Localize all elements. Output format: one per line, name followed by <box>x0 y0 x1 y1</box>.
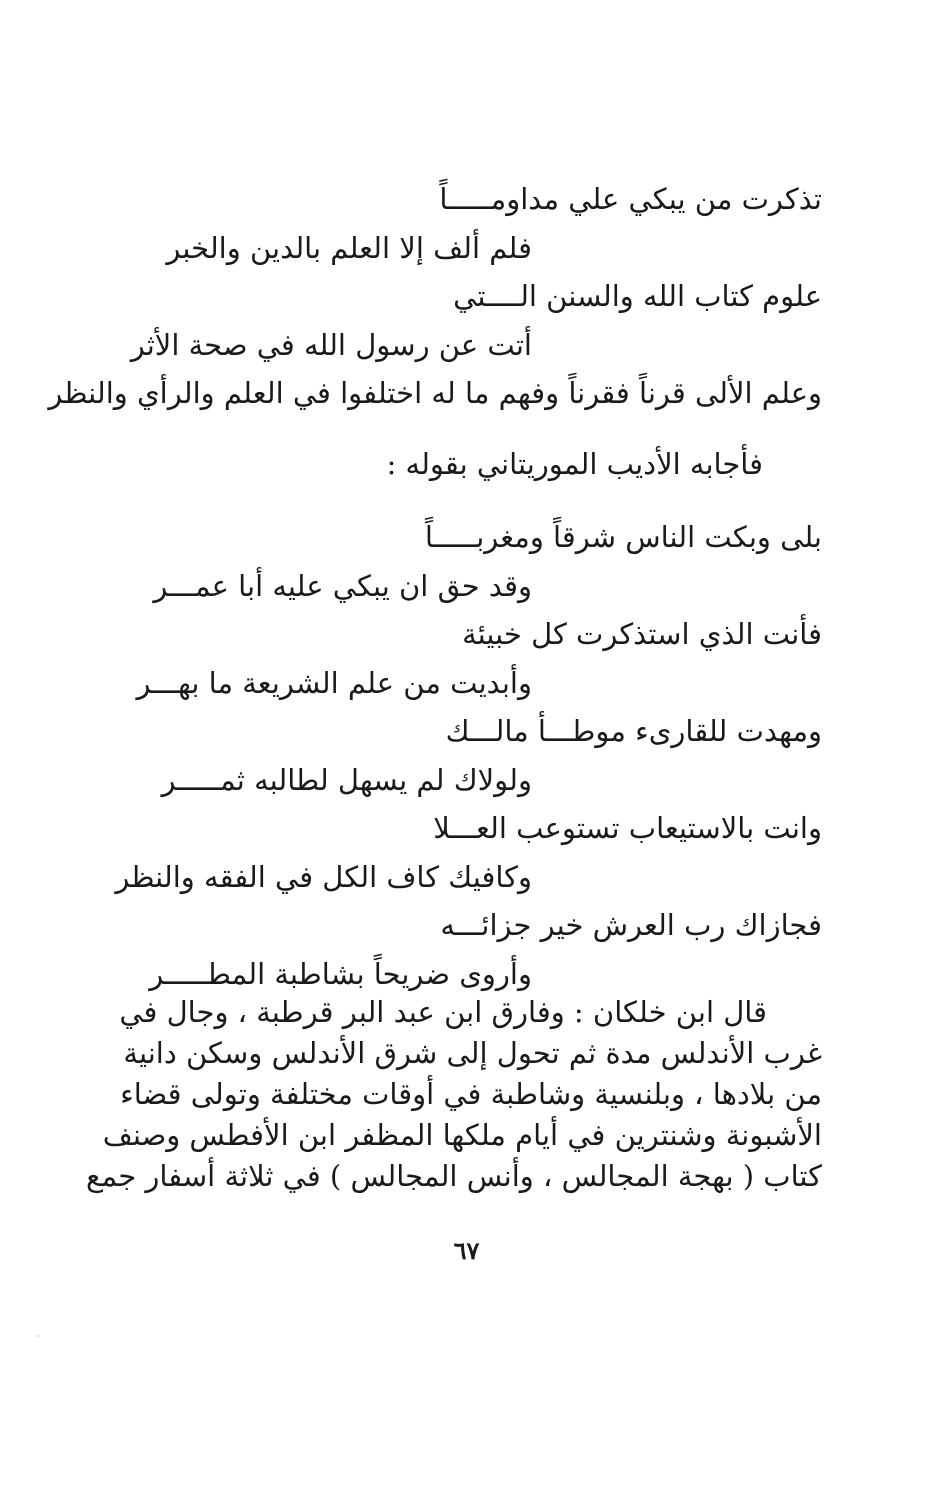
prose-line: من بلادها ، وبلنسية وشاطبة في أوقات مختلفة وتولى قضاء <box>120 1077 822 1111</box>
verse-line: وقد حق ان يبكي عليه أبا عمـــر <box>153 568 532 603</box>
verse-line: وكافيك كاف الكل في الفقه والنظر <box>115 859 532 894</box>
verse-line: بلى وبكت الناس شرقاً ومغربـــــاً <box>424 520 822 554</box>
verse-line: وعلم الألى قرناً فقرناً وفهم ما له اختلفوا في العلم والرأي والنظر <box>48 376 822 410</box>
verse-line: تذكرت من يبكي علي مداومـــــاً <box>439 182 822 216</box>
prose-line: كتاب ( بهجة المجالس ، وأنس المجالس ) في ثلاثة أسفار جمع <box>86 1159 822 1193</box>
intro-line: فأجابه الأديب الموريتاني بقوله : <box>386 447 763 481</box>
verse-line: فجازاك رب العرش خير جزائـــه <box>440 908 822 942</box>
verse-line: ولولاك لم يسهل لطالبه ثمـــــر <box>161 762 532 797</box>
verse-line: أتت عن رسول الله في صحة الأثر <box>130 327 532 362</box>
verse-line: وانت بالاستيعاب تستوعب العـــلا <box>433 811 822 845</box>
prose-line: غرب الأندلس مدة ثم تحول إلى شرق الأندلس وسكن دانية <box>123 1036 822 1070</box>
verse-line: فأنت الذي استذكرت كل خبيئة <box>462 617 822 651</box>
poem-second <box>115 513 822 998</box>
verse-line: ومهدت للقارىء موطـــأ مالـــك <box>445 714 822 748</box>
prose-paragraph <box>86 992 822 1197</box>
verse-line: فلم ألف إلا العلم بالدين والخبر <box>166 230 532 265</box>
page-number: ٦٧ <box>453 1236 480 1265</box>
prose-line: قال ابن خلكان : وفارق ابن عبد البر قرطبة ، وجال في <box>119 995 767 1029</box>
prose-line: الأشبونة وشنترين في أيام ملكها المظفر ابن الأفطس وصنف <box>102 1118 822 1152</box>
verse-line: وأروى ضريحاً بشاطبة المطـــــر <box>149 956 532 991</box>
verse-line: علوم كتاب الله والسنن الــــتي <box>453 279 822 313</box>
verse-line: وأبديت من علم الشريعة ما بهـــر <box>136 665 532 700</box>
poem-first <box>48 175 822 418</box>
scan-speck <box>37 1335 39 1337</box>
